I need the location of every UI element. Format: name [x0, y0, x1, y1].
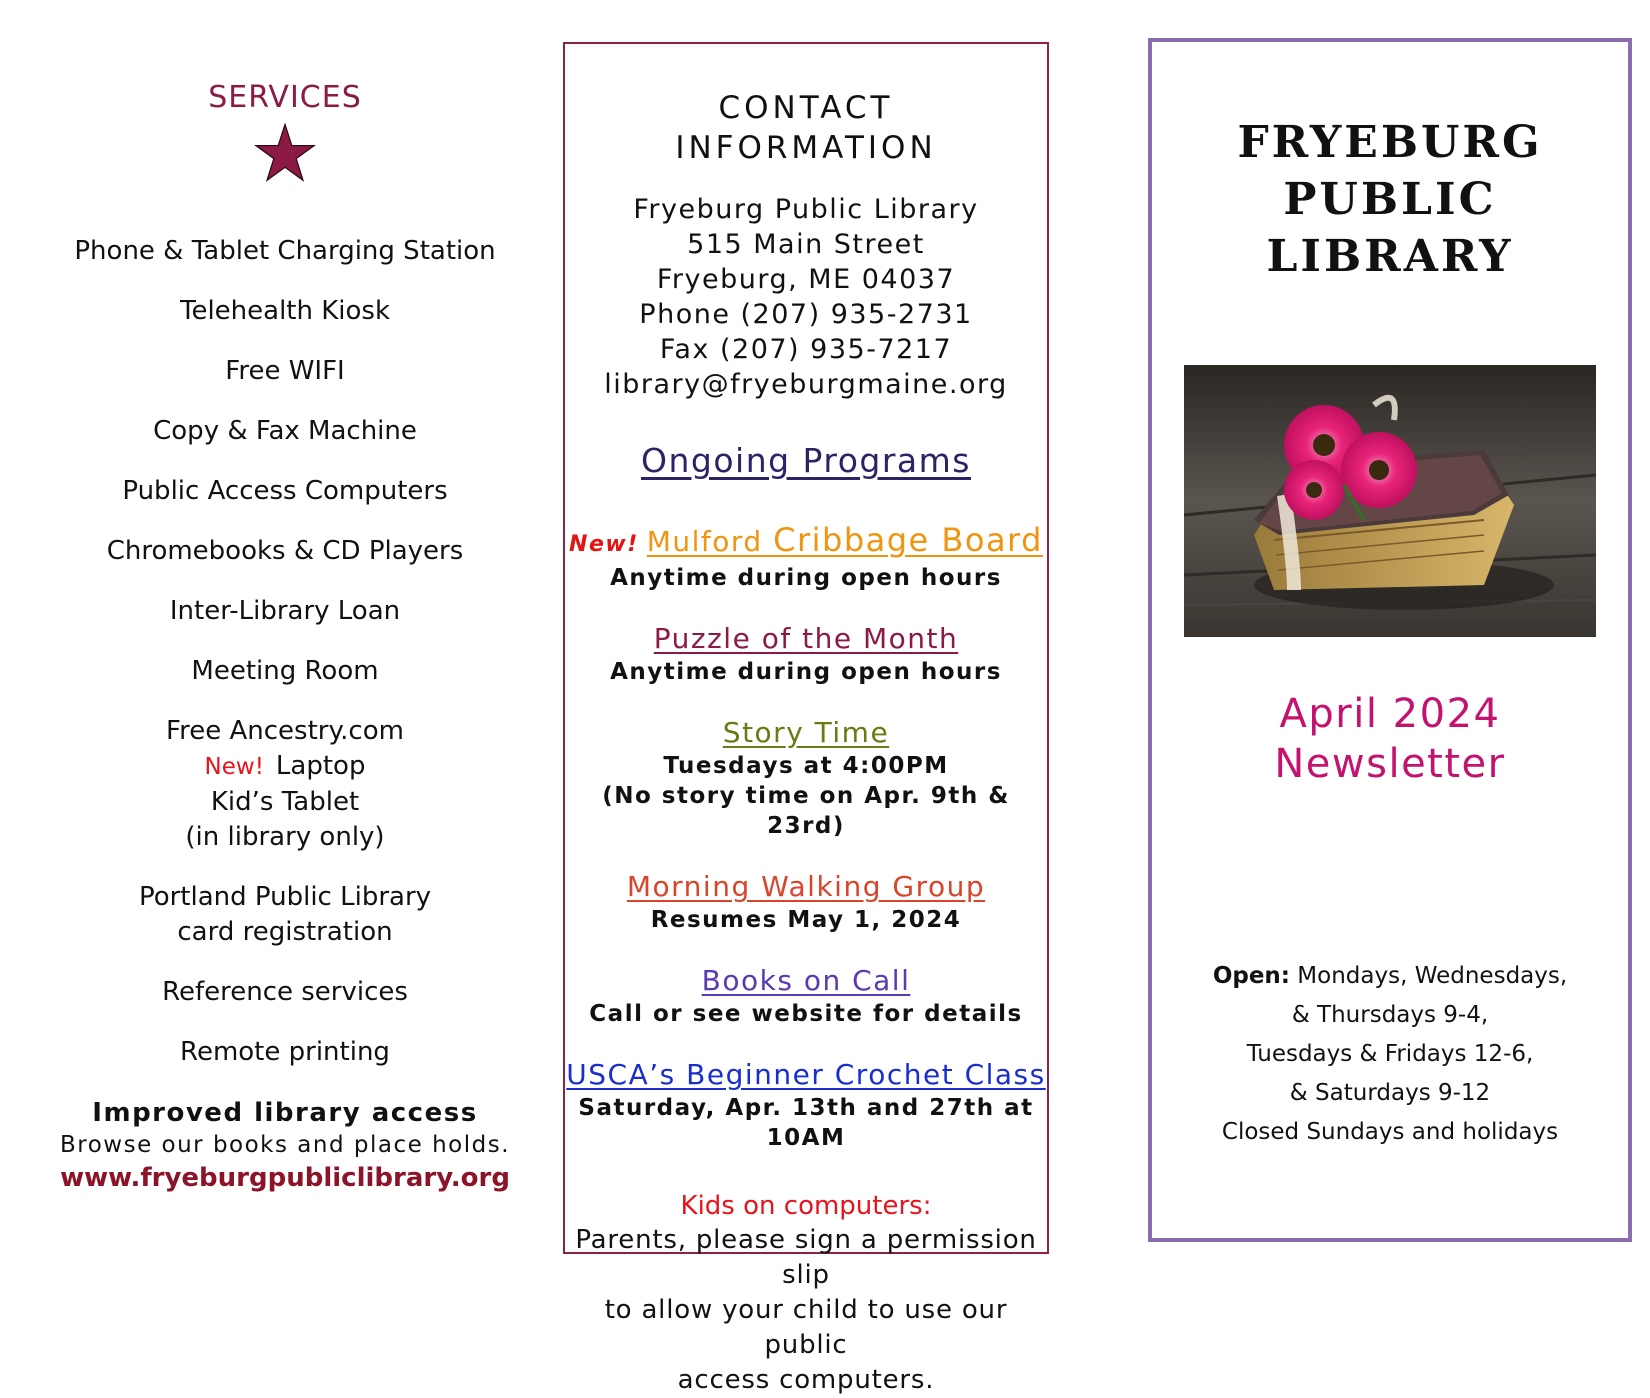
star-icon [254, 122, 316, 184]
hours-line: & Thursdays 9-4, [1291, 1002, 1489, 1028]
program-title[interactable]: Morning Walking Group [626, 870, 986, 903]
service-item: Remote printing [180, 1037, 390, 1067]
program-title[interactable]: Books on Call [701, 964, 911, 997]
open-hours [1152, 957, 1628, 1152]
kids-title: Kids on computers: [680, 1191, 932, 1221]
program-title[interactable]: USCA’s Beginner Crochet Class [566, 1058, 1046, 1091]
program-story-time [565, 715, 1047, 841]
program-puzzle [565, 621, 1047, 687]
services-title: SERVICES [208, 80, 362, 115]
hours-line [1152, 957, 1628, 996]
program-crochet [565, 1057, 1047, 1153]
cover-panel [1148, 38, 1632, 1242]
program-walking [565, 869, 1047, 935]
kids-text-line: access computers. [677, 1365, 935, 1395]
fax-line: Fax (207) 935-7217 [659, 334, 953, 365]
contact-panel [563, 42, 1049, 1395]
access-title: Improved library access [92, 1098, 478, 1128]
program-title-a: Mulford [646, 525, 774, 558]
book-with-flowers-photo [1184, 365, 1596, 637]
service-group-ancestry [40, 714, 530, 855]
service-item: Chromebooks & CD Players [106, 536, 464, 566]
program-detail: Call or see website for details [589, 1001, 1023, 1027]
website-link[interactable]: www.fryeburgpubliclibrary.org [60, 1163, 510, 1193]
kids-text-line: Parents, please sign a permission slip [575, 1225, 1037, 1290]
hours-line: Closed Sundays and holidays [1221, 1119, 1559, 1145]
address-line: Fryeburg, ME 04037 [656, 264, 956, 295]
program-detail: Anytime during open hours [610, 659, 1002, 685]
in-library-note: (in library only) [185, 822, 385, 852]
program-title-b: Cribbage Board [773, 521, 1043, 559]
services-panel [40, 80, 530, 1196]
service-item: Copy & Fax Machine [153, 416, 417, 446]
library-title-line: FRYEBURG [1237, 117, 1543, 168]
program-detail: Saturday, Apr. 13th and 27th at 10AM [578, 1095, 1034, 1151]
program-detail: Anytime during open hours [610, 565, 1002, 591]
program-title[interactable]: Story Time [722, 716, 890, 749]
kids-text-line: to allow your child to use our public [604, 1295, 1008, 1360]
hours-text: Mondays, Wednesdays, [1290, 963, 1568, 989]
contact-title-line1: CONTACT [718, 90, 894, 126]
service-item: Reference services [162, 977, 408, 1007]
address-line: Fryeburg Public Library [633, 194, 979, 225]
portland-line1: Portland Public Library [138, 882, 432, 912]
email-link[interactable]: library@fryeburgmaine.org [604, 369, 1008, 400]
access-subtitle: Browse our books and place holds. [59, 1132, 511, 1158]
kids-tablet-item: Kid’s Tablet [210, 787, 360, 817]
phone-line: Phone (207) 935-2731 [639, 299, 973, 330]
service-item: Free WIFI [225, 356, 345, 386]
program-books-on-call [565, 963, 1047, 1029]
program-title[interactable]: Puzzle of the Month [653, 622, 959, 655]
hours-line: Tuesdays & Fridays 12-6, [1246, 1041, 1534, 1067]
address-line: 515 Main Street [687, 229, 925, 260]
program-title[interactable] [565, 522, 1047, 563]
service-group-portland [40, 880, 530, 950]
contact-title-line2: INFORMATION [675, 130, 937, 166]
laptop-label: Laptop [275, 751, 366, 781]
service-item: Phone & Tablet Charging Station [74, 236, 496, 266]
ongoing-programs-heading: Ongoing Programs [641, 441, 971, 480]
new-badge: New! [569, 532, 639, 557]
service-item: Inter-Library Loan [169, 596, 401, 626]
portland-line2: card registration [177, 917, 393, 947]
library-title-line: LIBRARY [1266, 231, 1514, 282]
laptop-item [40, 749, 530, 785]
service-item: Public Access Computers [122, 476, 448, 506]
service-item: Telehealth Kiosk [179, 296, 391, 326]
newsletter-title [1152, 689, 1628, 789]
newsletter-label: Newsletter [1274, 741, 1506, 787]
service-item: Meeting Room [191, 656, 379, 686]
newsletter-month: April 2024 [1279, 691, 1501, 737]
program-detail: Tuesdays at 4:00PM [663, 753, 949, 779]
open-label: Open: [1212, 963, 1290, 989]
hours-line: & Saturdays 9-12 [1289, 1080, 1491, 1106]
new-badge: New! [204, 754, 264, 780]
library-title-line: PUBLIC [1283, 174, 1497, 225]
address-block [565, 192, 1047, 402]
program-detail-note: (No story time on Apr. 9th & 23rd) [602, 783, 1010, 839]
ancestry-item: Free Ancestry.com [166, 716, 404, 746]
program-detail: Resumes May 1, 2024 [650, 907, 962, 933]
program-cribbage [565, 522, 1047, 593]
